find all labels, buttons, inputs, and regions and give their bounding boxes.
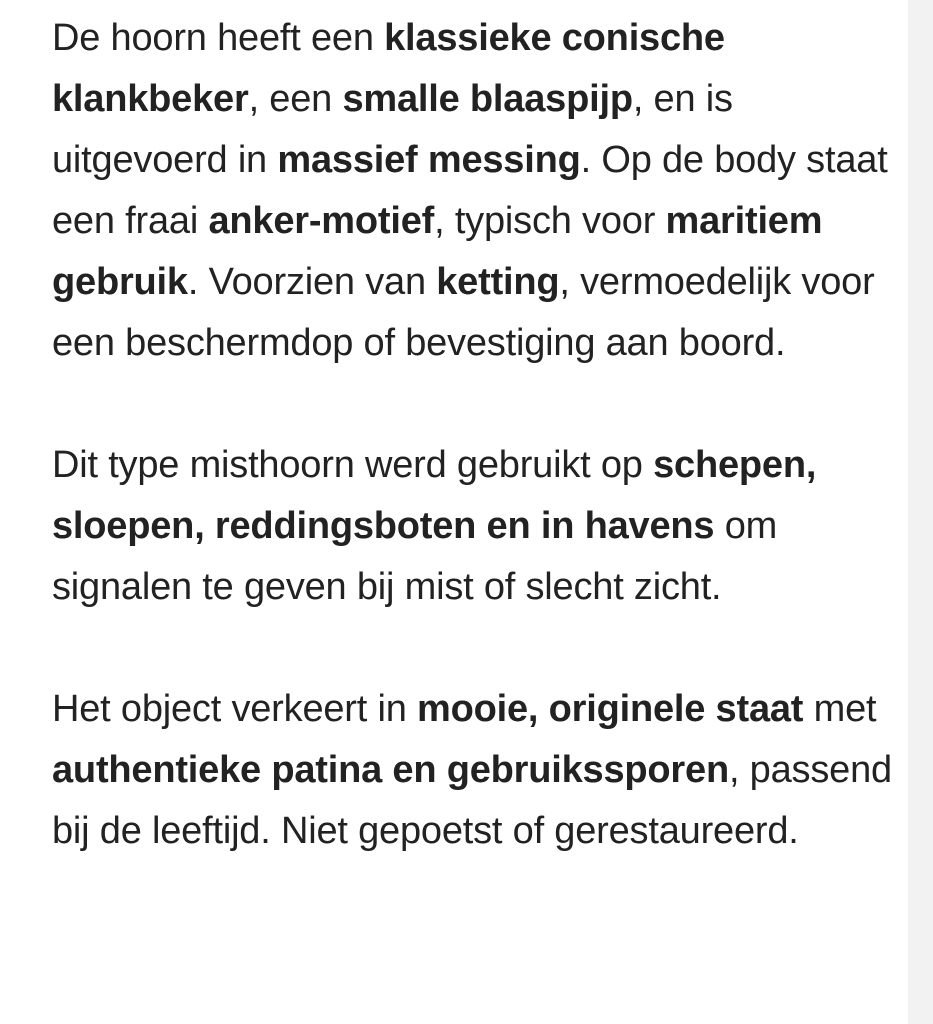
bold-segment: massief messing xyxy=(277,139,581,181)
text-segment: De hoorn heeft een xyxy=(52,17,385,59)
bold-segment: mooie, originele staat xyxy=(417,688,804,730)
description-text xyxy=(52,8,902,862)
text-segment: Het object verkeert in xyxy=(52,688,418,730)
text-segment: , vermoedelijk voor een beschermdop of bevestiging aan boord. xyxy=(52,261,875,364)
bold-segment: authentieke patina en gebruikssporen xyxy=(52,749,729,791)
bold-segment: maritiem gebruik xyxy=(52,200,823,303)
text-segment: , passend bij de leeftijd. Niet gepoetst of gerestaureerd. xyxy=(52,749,892,852)
bold-segment: anker-motief xyxy=(208,200,435,242)
text-segment: , een xyxy=(248,78,343,120)
bold-segment: smalle blaaspijp xyxy=(342,78,633,120)
text-segment: . Voorzien van xyxy=(187,261,437,303)
text-segment: Dit type misthoorn werd gebruikt op xyxy=(52,444,654,486)
text-segment: met xyxy=(803,688,877,730)
text-segment: , en is uitgevoerd in xyxy=(52,78,733,181)
bold-segment: schepen, sloepen, reddingsboten en in havens xyxy=(52,444,817,547)
paragraph-condition xyxy=(52,679,902,862)
text-segment: , typisch voor xyxy=(434,200,666,242)
text-segment: . Op de body staat een fraai xyxy=(52,139,888,242)
paragraph-usage xyxy=(52,435,902,618)
paragraph-construction xyxy=(52,8,902,374)
bold-segment: ketting xyxy=(436,261,560,303)
text-segment: om signalen te geven bij mist of slecht zicht. xyxy=(52,505,778,608)
bold-segment: klassieke conische klankbeker xyxy=(52,17,725,120)
